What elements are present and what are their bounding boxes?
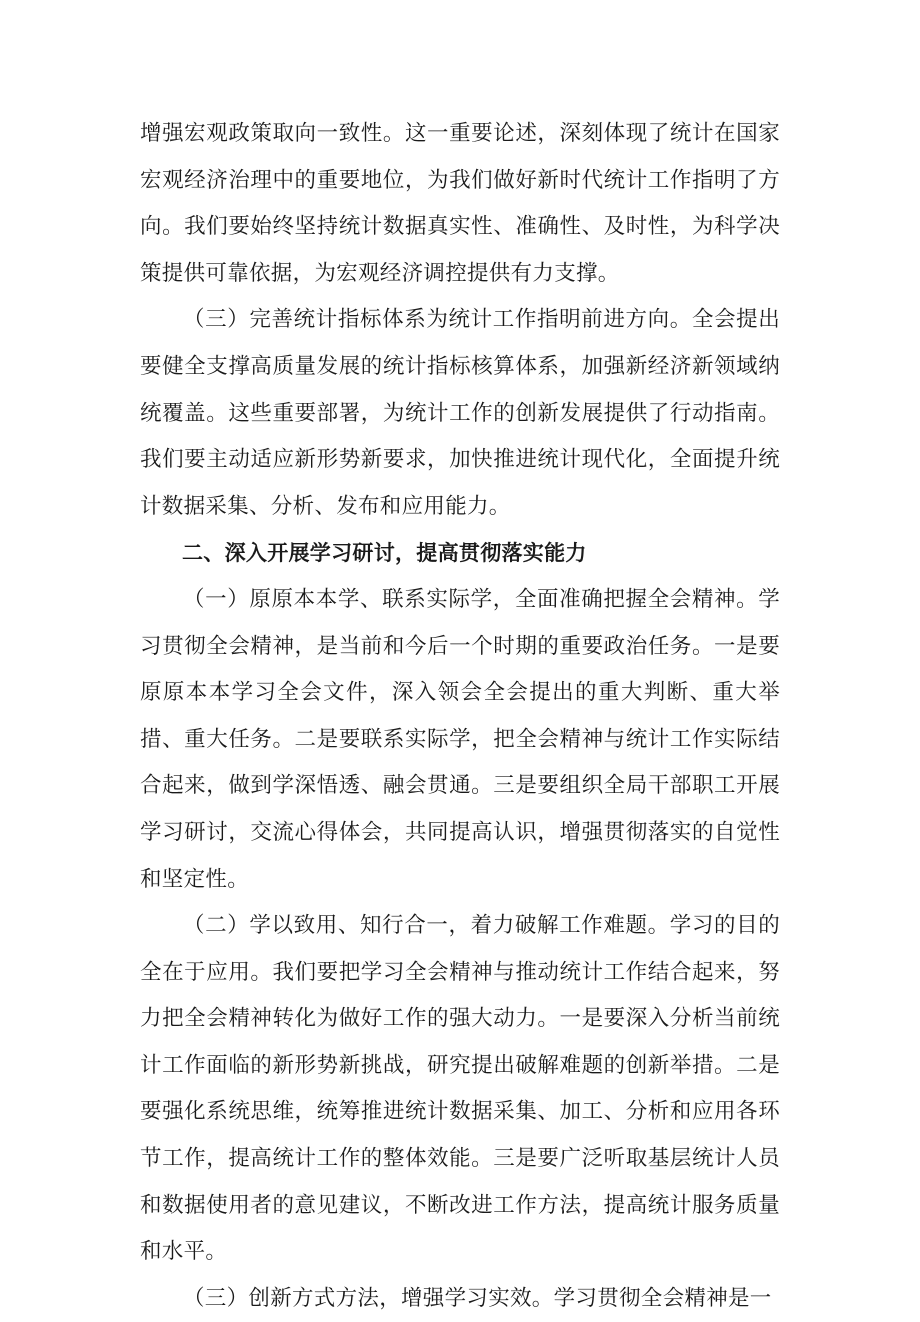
paragraph-section-three-methods: （三）创新方式方法，增强学习实效。学习贯彻全会精神是一 — [183, 1285, 772, 1311]
paragraph-continuation: 增强宏观政策取向一致性。这一重要论述，深刻体现了统计在国家宏观经济治理中的重要地位，为我们做好新时代统计工作指明了方向。我们要始终坚持统计数据真实性、准确性、及时性，为科学决策提供可靠依据，为宏观经济调控提供有力支撑。 — [140, 121, 780, 286]
document-body — [140, 111, 780, 1322]
paragraph-section-two-apply: （二）学以致用、知行合一，着力破解工作难题。学习的目的全在于应用。我们要把学习全会精神与推动统计工作结合起来，努力把全会精神转化为做好工作的强大动力。一是要深入分析当前统计工作面临的新形势新挑战，研究提出破解难题的创新举措。二是要强化系统思维，统筹推进统计数据采集、加工、分析和应用各环节工作，提高统计工作的整体效能。三是要广泛听取基层统计人员和数据使用者的意见建议，不断改进工作方法，提高统计服务质量和水平。 — [140, 913, 780, 1265]
paragraph-section-one-study: （一）原原本本学、联系实际学，全面准确把握全会精神。学习贯彻全会精神，是当前和今后一个时期的重要政治任务。一是要原原本本学习全会文件，深入领会全会提出的重大判断、重大举措、重大任务。二是要联系实际学，把全会精神与统计工作实际结合起来，做到学深悟透、融会贯通。三是要组织全局干部职工开展学习研讨，交流心得体会，共同提高认识，增强贯彻落实的自觉性和坚定性。 — [140, 586, 780, 892]
paragraph-section-three-indicators: （三）完善统计指标体系为统计工作指明前进方向。全会提出要健全支撑高质量发展的统计指标核算体系，加强新经济新领域纳统覆盖。这些重要部署，为统计工作的创新发展提供了行动指南。我们要主动适应新形势新要求，加快推进统计现代化，全面提升统计数据采集、分析、发布和应用能力。 — [140, 307, 780, 519]
section-heading-two: 二、深入开展学习研讨，提高贯彻落实能力 — [182, 541, 587, 566]
